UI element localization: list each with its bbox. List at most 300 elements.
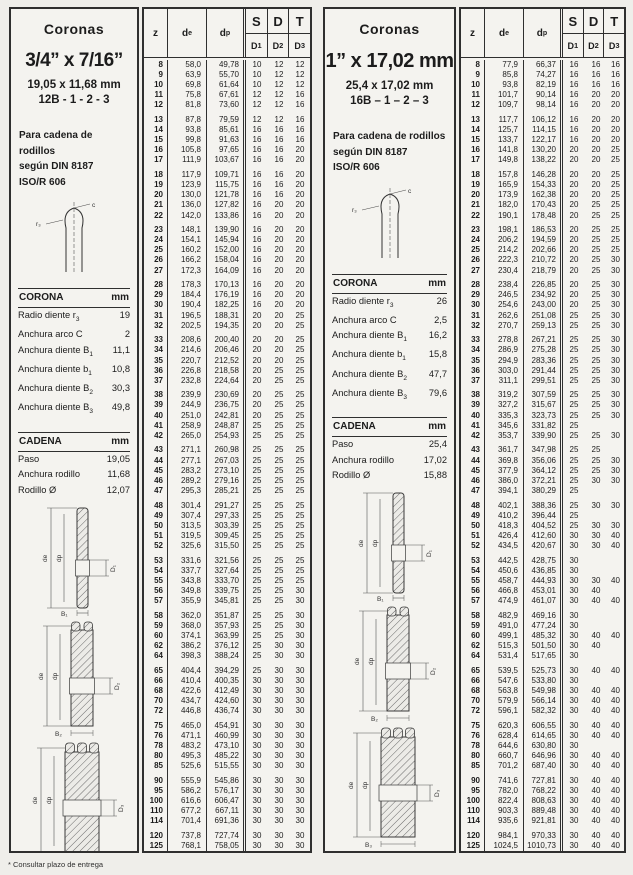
table-cell bbox=[585, 651, 607, 661]
table-cell: 58 bbox=[461, 611, 485, 621]
table-cell: 531,4 bbox=[485, 651, 524, 661]
table-row bbox=[461, 696, 624, 706]
table-cell: 30 bbox=[591, 530, 601, 540]
table-cell: 130,20 bbox=[524, 145, 563, 155]
table-row bbox=[144, 421, 310, 431]
table-row bbox=[461, 211, 624, 221]
table-cell: 25 bbox=[252, 520, 262, 530]
table-cell: 30 bbox=[611, 290, 620, 300]
table-cell: 40 bbox=[461, 411, 485, 421]
table-cell: 903,3 bbox=[485, 806, 524, 816]
table-cell: 222,3 bbox=[485, 255, 524, 265]
table-cell: 25 bbox=[252, 465, 262, 475]
table-cell: 25 bbox=[252, 420, 262, 430]
table-cell: 22 bbox=[144, 211, 168, 221]
spec-label: Anchura diente $b_1$ bbox=[332, 349, 406, 363]
table-cell: 170,43 bbox=[524, 200, 563, 210]
table-cell: 20 bbox=[252, 355, 262, 365]
table-cell: 29 bbox=[461, 290, 485, 300]
table-cell: 278,8 bbox=[485, 335, 524, 345]
table-row bbox=[461, 100, 624, 110]
table-cell: 345,6 bbox=[485, 421, 524, 431]
table-cell: 106,12 bbox=[524, 115, 563, 125]
table-row bbox=[144, 366, 310, 376]
table-row bbox=[461, 290, 624, 300]
table-cell: 321,56 bbox=[207, 556, 246, 566]
table-cell: 295,3 bbox=[168, 486, 207, 496]
note-line: Para cadena de rodillos bbox=[19, 130, 93, 157]
table-cell: 501,50 bbox=[524, 641, 563, 651]
chain-size-mm: 19,05 x 11,68 mm bbox=[27, 79, 121, 91]
table-cell: 483,2 bbox=[168, 741, 207, 751]
table-cell: 30 bbox=[611, 430, 620, 440]
spec-row bbox=[332, 453, 447, 468]
dim-label-r3: r₃ bbox=[351, 206, 357, 214]
spec-label: Rodillo Ø bbox=[332, 470, 371, 481]
table-cell: 13 bbox=[461, 115, 485, 125]
table-cell: 40 bbox=[591, 761, 601, 771]
table-row bbox=[461, 411, 624, 421]
table-row bbox=[461, 706, 624, 716]
table-cell: 333,70 bbox=[207, 576, 246, 586]
table-cell: 1024,5 bbox=[485, 841, 524, 851]
table-cell: 20 bbox=[252, 335, 262, 345]
table-cell: 12 bbox=[461, 100, 485, 110]
dim-label-c: c bbox=[407, 187, 411, 195]
table-cell: 25 bbox=[569, 500, 579, 510]
table-row bbox=[144, 456, 310, 466]
table-row bbox=[144, 641, 310, 651]
table-cell: 25 bbox=[274, 540, 284, 550]
table-cell: 40 bbox=[611, 785, 620, 795]
table-cell: 40 bbox=[611, 706, 620, 716]
table-cell: 25 bbox=[569, 430, 579, 440]
table-cell: 20 bbox=[252, 410, 262, 420]
spec-value: 10,8 bbox=[111, 363, 130, 374]
table-row bbox=[461, 476, 624, 486]
table-cell: 495,3 bbox=[168, 751, 207, 761]
spec-unit: mm bbox=[111, 292, 129, 303]
table-row bbox=[144, 621, 310, 631]
table-cell: 19 bbox=[144, 180, 168, 190]
table-cell: 40 bbox=[611, 730, 620, 740]
table-cell: 40 bbox=[591, 806, 601, 816]
table-cell: 458,7 bbox=[485, 576, 524, 586]
col-header-s: S bbox=[252, 13, 261, 29]
table-cell: 20 bbox=[569, 155, 579, 165]
table-cell: 364,12 bbox=[524, 466, 563, 476]
table-cell: 30 bbox=[569, 610, 579, 620]
table-cell: 485,32 bbox=[524, 631, 563, 641]
table-cell: 20 bbox=[591, 90, 601, 100]
spec-title: CORONA bbox=[333, 277, 378, 289]
table-cell: 25 bbox=[591, 300, 601, 310]
table-cell: 474,9 bbox=[485, 596, 524, 606]
table-cell: 25 bbox=[591, 430, 601, 440]
table-cell: 30 bbox=[274, 796, 284, 805]
col-header-d2: D 2 bbox=[267, 34, 289, 57]
table-cell: 30 bbox=[591, 500, 601, 510]
table-row bbox=[461, 255, 624, 265]
table-row bbox=[461, 266, 624, 276]
table-cell: 768,1 bbox=[168, 841, 207, 851]
table-cell: 220,7 bbox=[168, 356, 207, 366]
table-cell: 20 bbox=[591, 180, 601, 190]
table-row bbox=[461, 841, 624, 851]
table-row bbox=[144, 115, 310, 125]
table-cell: 20 bbox=[611, 115, 620, 125]
table-cell: 30 bbox=[274, 775, 284, 785]
table-cell: 30 bbox=[569, 665, 579, 675]
table-cell: 234,92 bbox=[524, 290, 563, 300]
table-cell: 85,8 bbox=[485, 70, 524, 80]
table-cell bbox=[607, 445, 624, 455]
table-cell: 547,6 bbox=[485, 676, 524, 686]
spec-value: 2 bbox=[124, 329, 130, 340]
spec-row bbox=[18, 452, 130, 467]
table-cell: 30 bbox=[591, 475, 601, 485]
table-cell: 40 bbox=[591, 695, 601, 705]
table-cell: 12 bbox=[274, 115, 284, 125]
col-header-s: S bbox=[568, 13, 578, 29]
col-header-de: d e bbox=[485, 9, 524, 57]
table-cell: 25 bbox=[591, 255, 601, 265]
table-cell: 297,33 bbox=[207, 511, 246, 521]
table-row bbox=[144, 486, 310, 496]
dim-label-de: de bbox=[32, 796, 39, 804]
table-cell: 25 bbox=[274, 565, 284, 575]
table-cell: 16 bbox=[569, 135, 579, 145]
table-cell: 178,48 bbox=[524, 211, 563, 221]
spec-row bbox=[332, 437, 447, 452]
table-cell: 16 bbox=[274, 155, 284, 165]
table-cell: 46 bbox=[461, 476, 485, 486]
table-cell: 25 bbox=[295, 365, 305, 375]
table-cell: 25 bbox=[252, 510, 262, 520]
table-row bbox=[144, 125, 310, 135]
table-cell: 16 bbox=[569, 115, 579, 125]
table-cell: 16 bbox=[569, 60, 579, 69]
table-cell: 20 bbox=[295, 235, 305, 245]
table-cell: 157,8 bbox=[485, 170, 524, 180]
table-cell: 26 bbox=[144, 255, 168, 265]
table-cell: 30 bbox=[274, 675, 284, 685]
table-cell: 206,46 bbox=[207, 345, 246, 355]
table-cell: 16 bbox=[569, 100, 579, 110]
table-cell: 239,9 bbox=[168, 390, 207, 400]
table-row bbox=[144, 356, 310, 366]
table-cell: 210,72 bbox=[524, 255, 563, 265]
table-cell: 25 bbox=[569, 345, 579, 355]
sprocket-double-section-diagram bbox=[337, 605, 443, 723]
table-row bbox=[461, 431, 624, 441]
table-cell: 25 bbox=[252, 640, 262, 650]
table-row bbox=[461, 456, 624, 466]
table-cell: 25 bbox=[611, 235, 620, 245]
table-cell: 20 bbox=[569, 170, 579, 180]
spec-value: 16,2 bbox=[428, 330, 447, 341]
table-cell: 12 bbox=[274, 70, 284, 80]
table-cell: 20 bbox=[591, 190, 601, 200]
table-cell: 29 bbox=[144, 290, 168, 300]
table-cell: 25 bbox=[569, 410, 579, 420]
table-cell: 30 bbox=[274, 806, 284, 816]
table-cell: 69,8 bbox=[168, 80, 207, 90]
table-cell: 515,55 bbox=[207, 761, 246, 771]
table-cell: 40 bbox=[591, 585, 601, 595]
table-cell: 20 bbox=[611, 135, 620, 145]
table-cell: 8 bbox=[144, 60, 168, 70]
table-cell: 20 bbox=[611, 90, 620, 100]
table-cell: 291,44 bbox=[524, 366, 563, 376]
table-row bbox=[144, 576, 310, 586]
table-cell: 25 bbox=[569, 365, 579, 375]
table-cell: 251,0 bbox=[168, 411, 207, 421]
col-header-dp: d p bbox=[524, 9, 563, 57]
table-cell: 251,08 bbox=[524, 311, 563, 321]
table-cell: 822,4 bbox=[485, 796, 524, 806]
table-cell: 20 bbox=[569, 255, 579, 265]
table-row bbox=[144, 501, 310, 511]
table-row bbox=[144, 311, 310, 321]
table-cell: 166,2 bbox=[168, 255, 207, 265]
table-cell: 25 bbox=[295, 445, 305, 455]
table-cell: 25 bbox=[569, 390, 579, 400]
table-cell: 935,6 bbox=[485, 816, 524, 826]
table-row bbox=[144, 266, 310, 276]
spec-unit: mm bbox=[428, 421, 446, 433]
table-cell: 30 bbox=[611, 410, 620, 420]
table-cell: 20 bbox=[295, 170, 305, 180]
table-cell: 16 bbox=[591, 80, 601, 90]
table-cell: 30 bbox=[611, 365, 620, 375]
table-cell: 25 bbox=[295, 555, 305, 565]
table-cell: 60 bbox=[461, 631, 485, 641]
table-cell: 25 bbox=[591, 280, 601, 290]
table-cell: 20 bbox=[569, 200, 579, 210]
table-cell: 418,3 bbox=[485, 521, 524, 531]
table-cell: 347,98 bbox=[524, 445, 563, 455]
table-cell: 30 bbox=[611, 390, 620, 400]
table-cell: 25 bbox=[569, 320, 579, 330]
table-cell: 25 bbox=[591, 265, 601, 275]
table-cell: 78 bbox=[144, 741, 168, 751]
table-cell: 614,65 bbox=[524, 731, 563, 741]
table-cell: 30 bbox=[295, 675, 305, 685]
table-cell: 32 bbox=[461, 321, 485, 331]
table-cell: 25 bbox=[274, 375, 284, 385]
table-body bbox=[461, 58, 624, 852]
table-cell: 25 bbox=[252, 540, 262, 550]
table-cell: 30 bbox=[569, 640, 579, 650]
table-cell: 20 bbox=[274, 245, 284, 255]
table-cell: 889,48 bbox=[524, 806, 563, 816]
standard-note bbox=[11, 128, 137, 190]
table-row bbox=[461, 145, 624, 155]
table-cell: 16 bbox=[611, 80, 620, 90]
table-cell: 40 bbox=[611, 630, 620, 640]
table-cell: 40 bbox=[611, 816, 620, 826]
table-cell: 921,81 bbox=[524, 816, 563, 826]
table-cell: 53 bbox=[461, 556, 485, 566]
table-cell: 25 bbox=[569, 475, 579, 485]
cadena-spec-table bbox=[325, 417, 454, 483]
table-cell: 283,2 bbox=[168, 466, 207, 476]
table-cell: 23 bbox=[461, 225, 485, 235]
table-cell: 111,9 bbox=[168, 155, 207, 165]
table-cell: 64 bbox=[144, 651, 168, 661]
table-row bbox=[461, 611, 624, 621]
table-cell: 42 bbox=[144, 431, 168, 441]
table-cell: 386,0 bbox=[485, 476, 524, 486]
table-cell: 40 bbox=[611, 530, 620, 540]
spec-unit: mm bbox=[111, 435, 129, 447]
table-cell: 206,2 bbox=[485, 235, 524, 245]
table-cell: 12 bbox=[252, 115, 262, 125]
col-header-d3: D 3 bbox=[603, 34, 624, 57]
table-row bbox=[461, 686, 624, 696]
table-row bbox=[461, 586, 624, 596]
table-cell: 25 bbox=[295, 500, 305, 510]
table-cell: 331,6 bbox=[168, 556, 207, 566]
table-row bbox=[461, 676, 624, 686]
table-cell: 25 bbox=[252, 475, 262, 485]
table-cell: 27 bbox=[461, 266, 485, 276]
table-cell: 50 bbox=[461, 521, 485, 531]
table-cell: 79,59 bbox=[207, 115, 246, 125]
table-cell: 482,9 bbox=[485, 611, 524, 621]
table-cell: 25 bbox=[274, 520, 284, 530]
table-cell: 30 bbox=[252, 675, 262, 685]
table-cell: 232,8 bbox=[168, 376, 207, 386]
table-cell: 273,10 bbox=[207, 466, 246, 476]
table-cell: 25 bbox=[591, 225, 601, 235]
table-cell: 25 bbox=[144, 245, 168, 255]
table-cell: 25 bbox=[611, 190, 620, 200]
table-cell: 25 bbox=[252, 585, 262, 595]
table-cell: 396,44 bbox=[524, 511, 563, 521]
spec-row bbox=[18, 483, 130, 498]
table-cell: 327,2 bbox=[485, 400, 524, 410]
table-cell: 25 bbox=[295, 310, 305, 320]
table-cell: 85 bbox=[144, 761, 168, 771]
table-cell: 44 bbox=[144, 456, 168, 466]
table-cell: 19 bbox=[461, 180, 485, 190]
table-cell: 214,2 bbox=[485, 245, 524, 255]
spec-value: 26 bbox=[436, 295, 447, 306]
table-row bbox=[461, 155, 624, 165]
table-row bbox=[461, 180, 624, 190]
cadena-spec-table bbox=[11, 432, 137, 498]
spec-value: 2,5 bbox=[434, 314, 447, 325]
table-cell: 25 bbox=[252, 555, 262, 565]
table-cell: 202,66 bbox=[524, 245, 563, 255]
table-cell: 25 bbox=[611, 155, 620, 165]
table-cell: 40 bbox=[144, 411, 168, 421]
table-cell: 741,6 bbox=[485, 776, 524, 786]
dim-label-dp: dp bbox=[371, 540, 379, 548]
table-cell: 160,2 bbox=[168, 245, 207, 255]
table-cell: 16 bbox=[611, 60, 620, 69]
table-cell bbox=[607, 741, 624, 751]
table-row bbox=[144, 390, 310, 400]
table-cell: 30 bbox=[569, 796, 579, 805]
table-cell: 17 bbox=[144, 155, 168, 165]
table-cell: 236,75 bbox=[207, 400, 246, 410]
table-cell: 25 bbox=[252, 485, 262, 495]
table-row bbox=[461, 200, 624, 210]
table-cell: 57 bbox=[144, 596, 168, 606]
table-cell: 444,93 bbox=[524, 576, 563, 586]
table-row bbox=[461, 816, 624, 826]
table-row bbox=[461, 311, 624, 321]
table-row bbox=[461, 796, 624, 806]
table-cell: 73,60 bbox=[207, 100, 246, 110]
dim-label-de: de bbox=[357, 540, 365, 548]
table-cell: 434,7 bbox=[168, 696, 207, 706]
spec-value: 25,4 bbox=[428, 439, 447, 450]
table-row bbox=[144, 796, 310, 806]
table-cell: 25 bbox=[252, 620, 262, 630]
table-cell: 30 bbox=[274, 761, 284, 771]
table-row bbox=[144, 80, 310, 90]
table-cell: 422,6 bbox=[168, 686, 207, 696]
table-cell: 30 bbox=[611, 400, 620, 410]
table-cell: 30 bbox=[611, 300, 620, 310]
table-cell: 25 bbox=[569, 465, 579, 475]
table-cell: 25 bbox=[252, 665, 262, 675]
table-cell: 25 bbox=[591, 235, 601, 245]
table-cell: 301,4 bbox=[168, 501, 207, 511]
table-row bbox=[144, 100, 310, 110]
table-cell: 30 bbox=[295, 685, 305, 695]
table-cell: 16 bbox=[252, 180, 262, 190]
table-cell: 20 bbox=[295, 190, 305, 200]
table-cell: 30 bbox=[295, 610, 305, 620]
table-cell: 78 bbox=[461, 741, 485, 751]
spec-value: 79,6 bbox=[428, 387, 447, 398]
table-row bbox=[144, 776, 310, 786]
table-row bbox=[461, 376, 624, 386]
table-cell: 30 bbox=[591, 520, 601, 530]
table-cell: 20 bbox=[274, 335, 284, 345]
table-row bbox=[144, 696, 310, 706]
table-cell: 25 bbox=[591, 375, 601, 385]
dim-label-b1: B₁ bbox=[61, 610, 68, 618]
table-cell: 65 bbox=[461, 666, 485, 676]
table-cell: 52 bbox=[144, 541, 168, 551]
table-cell: 40 bbox=[591, 640, 601, 650]
table-cell: 25 bbox=[295, 455, 305, 465]
table-row bbox=[461, 501, 624, 511]
table-cell: 335,3 bbox=[485, 411, 524, 421]
table-cell: 25 bbox=[274, 365, 284, 375]
table-cell: 25 bbox=[569, 485, 579, 495]
table-cell: 465,0 bbox=[168, 721, 207, 731]
table-cell: 412,60 bbox=[524, 531, 563, 541]
table-cell: 20 bbox=[569, 290, 579, 300]
table-cell: 30 bbox=[252, 751, 262, 761]
table-cell: 30 bbox=[461, 300, 485, 310]
table-cell: 469,16 bbox=[524, 611, 563, 621]
table-cell: 25 bbox=[591, 465, 601, 475]
dim-label-d1: D₁ bbox=[110, 565, 117, 572]
table-cell: 20 bbox=[295, 265, 305, 275]
table-cell: 48 bbox=[461, 501, 485, 511]
table-cell: 75 bbox=[144, 721, 168, 731]
table-cell: 339,90 bbox=[524, 431, 563, 441]
table-cell: 30 bbox=[295, 806, 305, 816]
